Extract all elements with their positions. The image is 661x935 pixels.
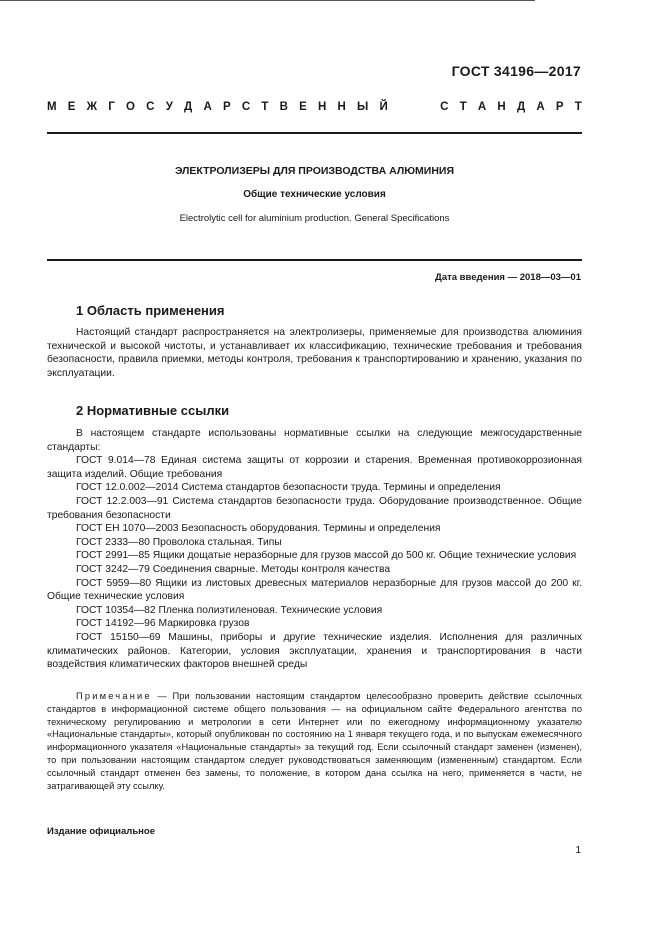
footer-divider bbox=[0, 0, 535, 1]
document-subtitle: Общие технические условия bbox=[243, 189, 386, 200]
note-label: Примечание bbox=[76, 691, 152, 701]
banner-letter: Р bbox=[222, 101, 231, 113]
official-edition-label: Издание официальное bbox=[47, 826, 155, 837]
banner-letter: Е bbox=[299, 101, 307, 113]
banner-letter: Г bbox=[108, 101, 115, 113]
note-paragraph bbox=[47, 690, 582, 792]
banner-letter: С bbox=[146, 101, 155, 113]
section-2-body bbox=[47, 427, 582, 672]
banner-letter: Д bbox=[516, 101, 526, 113]
paragraph: В настоящем стандарте использованы нормативные ссылки на следующие межгосударственные стандарты: bbox=[47, 428, 582, 453]
banner-letter: Ы bbox=[357, 101, 369, 113]
section-1-body bbox=[47, 326, 582, 380]
reference-item: ГОСТ 15150—69 Машины, приборы и другие технические изделия. Исполнения для различных климатических районов. Категории, условия эксплуатации, хранения и транспортирования в части воздействия климатических факторов внешней среды bbox=[47, 631, 582, 671]
banner-letter: М bbox=[47, 101, 57, 113]
note-block bbox=[47, 690, 582, 792]
banner-letter: Т bbox=[574, 101, 582, 113]
banner-letter: Н bbox=[497, 101, 506, 113]
banner-letter: В bbox=[279, 101, 288, 113]
banner-letter: С bbox=[241, 101, 251, 113]
banner-letter: А bbox=[477, 101, 487, 113]
banner-letter: А bbox=[536, 101, 545, 113]
reference-item: ГОСТ 3242—79 Соединения сварные. Методы контроля качества bbox=[76, 563, 391, 575]
banner-letter: О bbox=[126, 101, 135, 113]
header-divider bbox=[47, 132, 582, 134]
section-1-heading: 1 Область применения bbox=[76, 303, 225, 318]
banner-letter: Й bbox=[379, 101, 388, 113]
banner-letter: Н bbox=[317, 101, 327, 113]
section-2-heading: 2 Нормативные ссылки bbox=[76, 403, 230, 418]
banner-letter: Ж bbox=[86, 101, 98, 113]
banner-letter: Е bbox=[67, 101, 76, 113]
introduction-date: Дата введения — 2018—03—01 bbox=[435, 272, 581, 283]
page-number: 1 bbox=[575, 845, 581, 856]
banner-letter: Д bbox=[184, 101, 193, 113]
banner-letter: У bbox=[165, 101, 173, 113]
paragraph: Настоящий стандарт распространяется на электролизеры, применяемые для производства алюминия технической и высокой чистоты, и устанавливает их классификацию, технические требования и требования безопасности, правила приемки, методы контроля, требования к транспортированию и хранению, указания по эксплуатации. bbox=[47, 327, 582, 379]
reference-item: ГОСТ 9.014—78 Единая система защиты от коррозии и старения. Временная противокоррозионная защита изделий. Общие требования bbox=[47, 455, 582, 480]
reference-item: ГОСТ ЕН 1070—2003 Безопасность оборудования. Термины и определения bbox=[76, 523, 441, 535]
reference-item: ГОСТ 2991—85 Ящики дощатые неразборные для грузов массой до 500 кг. Общие технические условия bbox=[76, 550, 577, 562]
reference-item: ГОСТ 5959—80 Ящики из листовых древесных материалов неразборные для грузов массой до 200 кг. Общие технические условия bbox=[47, 577, 582, 603]
title-divider bbox=[47, 259, 582, 261]
banner-letter: Т bbox=[459, 101, 467, 113]
reference-item: ГОСТ 12.0.002—2014 Система стандартов безопасности труда. Термины и определения bbox=[76, 482, 501, 494]
english-title: Electrolytic cell for aluminium production. General Specifications bbox=[179, 213, 450, 224]
banner-letter: С bbox=[440, 101, 449, 113]
banner-letter: А bbox=[203, 101, 212, 113]
banner-letter: Н bbox=[337, 101, 346, 113]
document-title: ЭЛЕКТРОЛИЗЕРЫ ДЛЯ ПРОИЗВОДСТВА АЛЮМИНИЯ bbox=[174, 165, 454, 177]
banner-gap bbox=[399, 101, 429, 113]
reference-item: ГОСТ 12.2.003—91 Система стандартов безопасности труда. Оборудование производственное. Общие требования безопасности bbox=[47, 495, 582, 521]
reference-item: ГОСТ 14192—96 Маркировка грузов bbox=[76, 618, 250, 630]
reference-item: ГОСТ 2333—80 Проволока стальная. Типы bbox=[76, 536, 282, 548]
reference-item: ГОСТ 10354—82 Пленка полиэтиленовая. Технические условия bbox=[76, 604, 383, 616]
interstate-standard-banner bbox=[47, 101, 582, 113]
note-text: — При пользовании настоящим стандартом целесообразно проверить действие ссылочных стандартов в информационной системе общего пользования — на официальном сайте Федерального агентства по техническому регулированию и метрологии в сети Интернет или по ежегодному информационному указателю «Национальные стандарты», который опубликован по состоянию на 1 января текущего года, и по выпускам ежемесячного информационного указателя «Национальные стандарты» за текущий год. Если ссылочный стандарт заменен (изменен), то при пользовании настоящим стандартом следует руководствоваться заменяющим (измененным) стандартом. Если ссылочный стандарт отменен без замены, то положение, в котором дана ссылка на него, применяется в части, не затрагивающей эту ссылку. bbox=[47, 691, 582, 791]
banner-letter: Р bbox=[555, 101, 564, 113]
standard-number: ГОСТ 34196—2017 bbox=[451, 63, 581, 79]
banner-letter: Т bbox=[261, 101, 269, 113]
